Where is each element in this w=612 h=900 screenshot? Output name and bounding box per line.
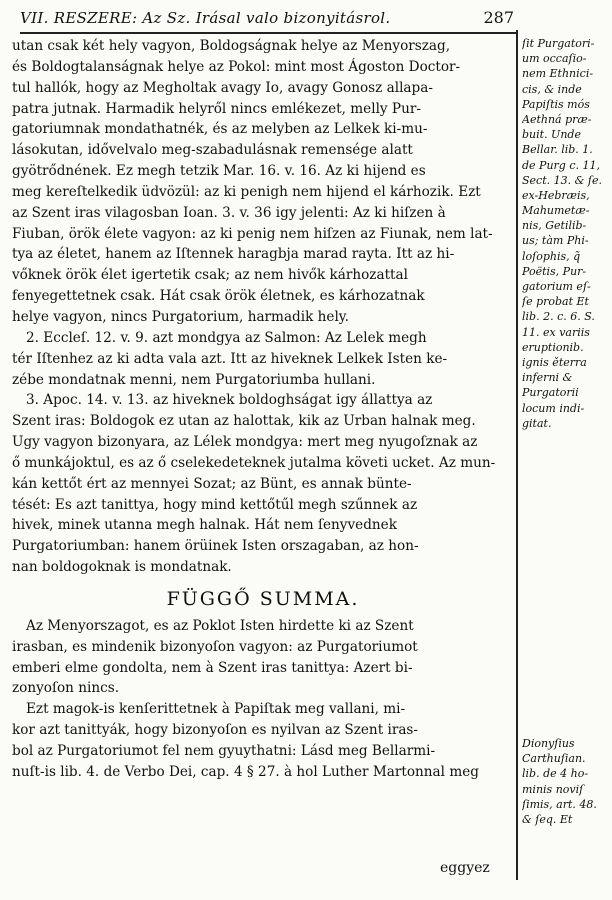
text-line: gatoriumnak mondathatnék, és az melyben az Lelkek ki-mu- bbox=[12, 121, 428, 138]
margin-line: Poëtis, Pur- bbox=[522, 264, 587, 278]
margin-line: inferni & bbox=[522, 371, 573, 385]
margin-line: de Purg c. 11, bbox=[522, 158, 600, 172]
margin-line: Sect. 13. & ſe. bbox=[522, 173, 602, 187]
margin-line: ignis ěterra bbox=[522, 355, 587, 369]
text-line: Purgatoriumban: hanem örüinek Isten orszagaban, az hon- bbox=[12, 538, 419, 555]
text-line: zonyoſon nincs. bbox=[12, 680, 120, 697]
margin-line: nem Ethnici- bbox=[522, 67, 594, 81]
margin-line: ſe probat Et bbox=[522, 295, 589, 309]
text-line: fenyegettetnek csak. Hát csak örök életnek, es kárhozatnak bbox=[12, 288, 425, 305]
text-line: Fiuban, örök élete vagyon: az ki penig nem hiſzen az Fiunak, nem lat- bbox=[12, 225, 493, 242]
text-line: irasban, es mindenik bizonyoſon vagyon: az Purgatoriumot bbox=[12, 638, 418, 655]
margin-line: nis, Getilib- bbox=[522, 219, 587, 233]
text-line: vőknek örök élet igertetik csak; az nem hivők kárhozattal bbox=[12, 267, 408, 284]
text-line: nuſt-is lib. 4. de Verbo Dei, cap. 4 § 27. à hol Luther Martonnal meg bbox=[12, 763, 479, 780]
running-header bbox=[20, 6, 518, 34]
text-line: és Boldogtalanságnak helye az Pokol: mint most Ágoston Doctor- bbox=[12, 58, 461, 75]
margin-note-purgatorium bbox=[522, 36, 608, 431]
text-line: gyötrődnének. Ez megh tetzik Mar. 16. v. 16. Az ki hijend es bbox=[12, 163, 426, 180]
margin-divider bbox=[516, 30, 518, 880]
text-line: Ezt magok-is kenſerittetnek à Papiſtak meg vallani, mi- bbox=[26, 701, 406, 718]
margin-line: Carthuſian. bbox=[522, 752, 586, 766]
text-line: utan csak két hely vagyon, Boldogságnak helye az Menyorszag, bbox=[12, 38, 451, 54]
text-line: tér Iſtenhez az ki adta vala azt. Itt az hiveknek Lelkek Isten ke- bbox=[12, 350, 448, 367]
text-line: tul hallók, hogy az Megholtak avagy Io, avagy Gonosz allapa- bbox=[12, 79, 433, 96]
text-line: ő munkájoktul, es az ő cselekedeteknek jutalma követi ucket. Az mun- bbox=[12, 454, 496, 471]
text-line: bol az Purgatoriumot fel nem gyuythatni: Lásd meg Bellarmi- bbox=[12, 743, 436, 759]
margin-line: Dionyſius bbox=[522, 737, 575, 750]
margin-line: eruptionib. bbox=[522, 340, 584, 354]
margin-line: 11. ex variis bbox=[522, 325, 590, 339]
margin-line: gitat. bbox=[522, 416, 552, 430]
margin-line: ſit Purgatori- bbox=[522, 37, 595, 50]
section-heading: FÜGGŐ SUMMA. bbox=[166, 587, 360, 610]
text-line: zébe mondatnak menni, nem Purgatoriumba hullani. bbox=[12, 371, 376, 388]
margin-line: lib. de 4 ho- bbox=[522, 767, 589, 781]
text-line: tya az életet, hanem az Iſtennek haragbja marad rayta. Itt az hi- bbox=[12, 246, 455, 263]
margin-line: Purgatorii bbox=[522, 386, 579, 400]
margin-line: lib. 2. c. 6. S. bbox=[522, 310, 595, 324]
margin-line: Papiſtis mós bbox=[522, 97, 590, 111]
margin-line: ſimis, art. 48. bbox=[522, 797, 597, 811]
main-text-column bbox=[12, 36, 514, 783]
text-line: nan boldogoknak is mondatnak. bbox=[12, 559, 232, 576]
margin-line: loſophis, q̃ bbox=[522, 249, 581, 263]
margin-line: buit. Unde bbox=[522, 128, 581, 142]
text-line: 2. Eccleſ. 12. v. 9. azt mondgya az Salmon: Az Lelek megh bbox=[26, 329, 427, 346]
text-line: kán kettőt ért az mennyei Sozat; az Bünt, es annak bünte- bbox=[12, 475, 412, 492]
text-line: Az Menyorszagot, es az Poklot Isten hirdette ki az Szent bbox=[26, 617, 414, 634]
text-line: hivek, minek utanna megh halnak. Hát nem ſenyvednek bbox=[12, 517, 397, 534]
margin-note-dionysius bbox=[522, 736, 608, 827]
text-line: helye vagyon, nincs Purgatorium, harmadik hely. bbox=[12, 308, 349, 325]
catchword: eggyez bbox=[440, 860, 490, 876]
text-line: Szent iras: Boldogok ez utan az halottak, kik az Urban halnak meg. bbox=[12, 413, 476, 430]
page-number: 287 bbox=[483, 8, 514, 27]
text-line: patra jutnak. Harmadik helyről nincs emlékezet, melly Pur- bbox=[12, 100, 421, 117]
margin-line: us; tàm Phi- bbox=[522, 234, 589, 248]
text-line: kor azt tanittyák, hogy bizonyoſon es nyilvan az Szent iras- bbox=[12, 722, 418, 739]
margin-line: gatorium eſ- bbox=[522, 280, 591, 293]
margin-line: ex-Hebræis, bbox=[522, 188, 590, 202]
text-line: lásokutan, idővelvalo meg-szabadulásnak remensége alatt bbox=[12, 142, 413, 159]
margin-line: Mahumetæ- bbox=[522, 204, 590, 218]
margin-line: Bellar. lib. 1. bbox=[522, 143, 593, 157]
text-line: az Szent iras vilagosban Ioan. 3. v. 36 igy jelenti: Az ki hiſzen à bbox=[12, 204, 446, 221]
margin-line: minis noviſ bbox=[522, 782, 584, 796]
text-line: emberi elme gondolta, nem à Szent iras tanittya: Azert bi- bbox=[12, 659, 413, 676]
margin-line: um occaſio- bbox=[522, 52, 587, 66]
running-title: VII. RESZERE: Az Sz. Irásal valo bizonyitásrol. bbox=[20, 9, 391, 27]
text-line: meg kereſtelkedik üdvözül: az ki penigh nem hijend el kárhozik. Ezt bbox=[12, 183, 481, 200]
margin-line: locum indi- bbox=[522, 401, 585, 415]
margin-line: Aethná præ- bbox=[522, 112, 592, 126]
text-line: Ugy vagyon bizonyara, az Lélek mondgya: mert meg nyugoſznak az bbox=[12, 434, 478, 451]
margin-line: & ſeq. Et bbox=[522, 812, 573, 826]
text-line: 3. Apoc. 14. v. 13. az hiveknek boldoghságat igy állattya az bbox=[26, 392, 433, 409]
margin-line: cis, & inde bbox=[522, 82, 582, 96]
text-line: tését: Es azt tanittya, hogy mind kettőtűl megh szűnnek az bbox=[12, 496, 418, 513]
